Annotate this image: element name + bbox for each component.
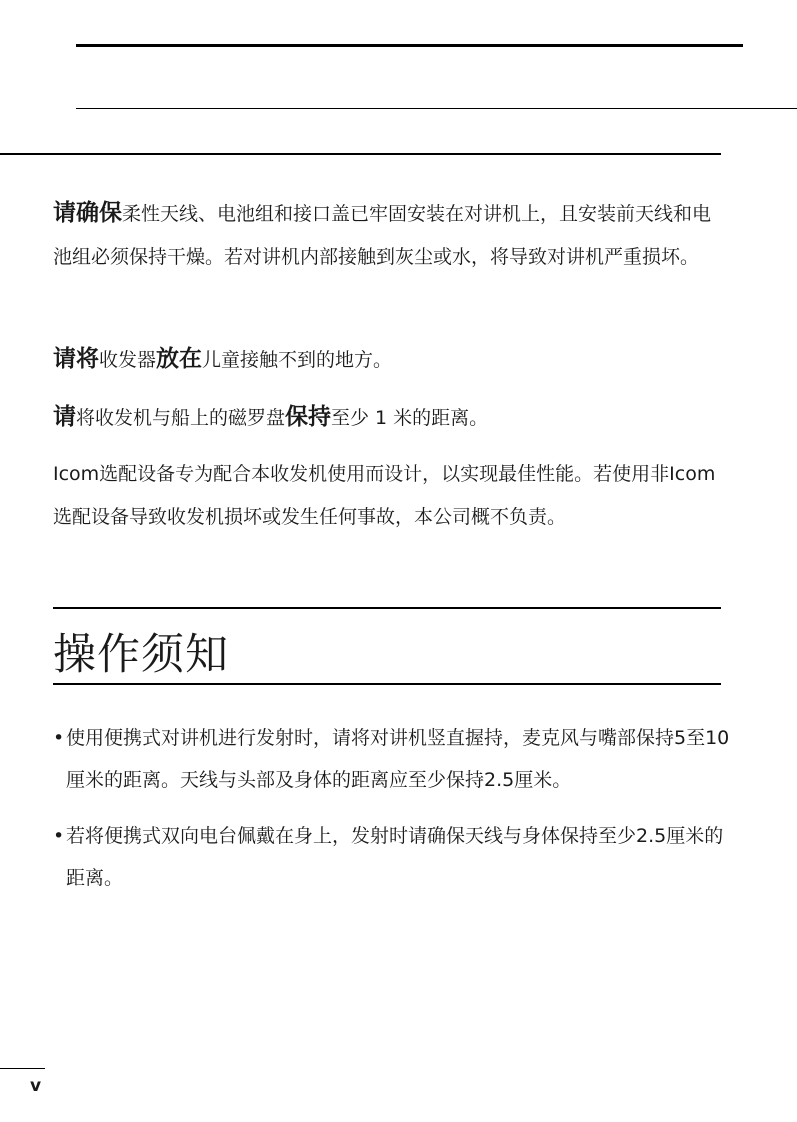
precaution-paragraph-3 [53,396,721,440]
body-text: 儿童接触不到的地方。 [202,349,393,371]
emphasis-text: 放在 [156,346,203,372]
footer-rule [0,1068,45,1069]
list-item [53,717,736,801]
bullet-icon: • [53,727,65,749]
page-number: v [30,1076,42,1096]
body-text: 柔性天线、电池组和接口盖已牢固安装在对讲机上，且安装前天线和电池组必须保持干燥。若对讲机内部接触到灰尘或水，将导致对讲机严重损坏。 [53,203,712,268]
section-rule-top [53,607,721,609]
precaution-paragraph-1 [53,192,721,279]
header-rule-top [76,44,743,47]
body-text: 收发器 [99,349,157,371]
header-rule-bottom [0,153,721,155]
list-item-text: 若将便携式双向电台佩戴在身上，发射时请确保天线与身体保持至少2.5厘米的距离。 [66,825,724,889]
bullet-icon: • [53,825,65,847]
body-text: 将收发机与船上的磁罗盘 [76,407,286,429]
emphasis-text: 请确保 [53,200,122,226]
section-heading: 操作须知 [53,630,229,680]
emphasis-text: 保持 [285,404,332,430]
emphasis-text: 请 [53,404,76,430]
list-item [53,815,736,899]
precaution-paragraph-2 [53,338,721,382]
precaution-paragraph-4 [53,453,721,539]
body-text: Icom选配设备专为配合本收发机使用而设计，以实现最佳性能。若使用非Icom选配设备导致收发机损坏或发生任何事故，本公司概不负责。 [53,463,716,528]
body-text: 至少 1 米的距离。 [331,407,489,429]
list-item-text: 使用便携式对讲机进行发射时，请将对讲机竖直握持，麦克风与嘴部保持5至10厘米的距离。天线与头部及身体的距离应至少保持2.5厘米。 [66,727,730,791]
header-rule-middle [76,108,797,109]
section-rule-bottom [53,683,721,685]
emphasis-text: 请将 [53,346,99,372]
